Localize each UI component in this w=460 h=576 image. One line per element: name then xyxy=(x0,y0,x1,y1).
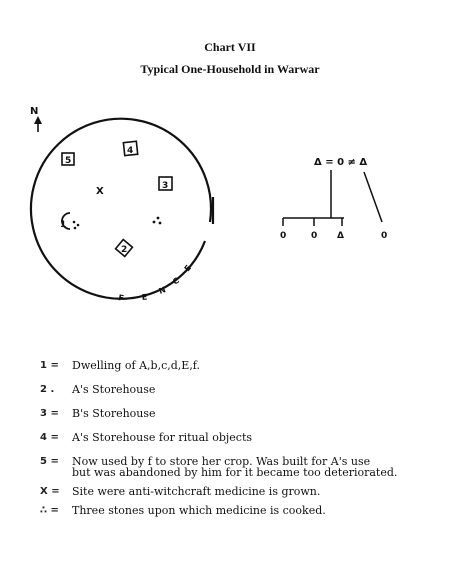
svg-text:1: 1 xyxy=(60,220,67,230)
three-stones-marker xyxy=(153,217,162,225)
svg-text:5: 5 xyxy=(65,156,72,166)
kinship-child-1: 0 xyxy=(280,231,287,241)
svg-text:3: 3 xyxy=(162,181,169,191)
kinship-child-4: 0 xyxy=(381,231,388,241)
fence-label xyxy=(118,263,193,303)
svg-text:E: E xyxy=(141,292,148,302)
north-arrow-icon xyxy=(30,106,42,132)
legend-text: B's Storehouse xyxy=(72,407,156,420)
legend-text: Site were anti-witchcraft medicine is grown. xyxy=(72,485,321,498)
svg-text:4: 4 xyxy=(127,146,134,156)
medicine-site-marker: X xyxy=(96,186,104,197)
legend-text: Dwelling of A,b,c,d,E,f. xyxy=(72,359,200,372)
legend-symbol: X = xyxy=(40,486,60,497)
legend-symbol: 2 . xyxy=(40,384,55,395)
north-label: N xyxy=(30,106,39,117)
legend-text: A's Storehouse for ritual objects xyxy=(72,431,253,444)
legend-symbol: 4 = xyxy=(40,432,59,443)
legend-text: A's Storehouse xyxy=(72,383,156,396)
chart-title: Chart VII xyxy=(204,40,256,54)
building-3-marker xyxy=(159,177,172,191)
legend-symbol: 1 = xyxy=(40,360,59,371)
svg-text:E: E xyxy=(182,263,194,274)
dwelling-1-marker xyxy=(60,213,79,230)
building-2-marker xyxy=(116,240,133,257)
legend-symbol: ∴ = xyxy=(40,505,59,516)
kinship-child-2: 0 xyxy=(311,231,318,241)
compound-fence-circle xyxy=(31,119,211,299)
svg-text:N: N xyxy=(157,285,167,296)
kinship-diagram xyxy=(280,157,387,241)
svg-text:C: C xyxy=(170,275,181,287)
kinship-child-3: Δ xyxy=(337,231,344,241)
legend-text: Three stones upon which medicine is cooked. xyxy=(72,504,326,517)
legend-symbol: 5 = xyxy=(40,456,59,467)
kinship-top-row: Δ = 0 ≠ Δ xyxy=(314,157,368,168)
legend-symbol: 3 = xyxy=(40,408,59,419)
building-4-marker xyxy=(123,141,137,156)
building-5-marker xyxy=(62,153,74,166)
chart-subtitle: Typical One-Household in Warwar xyxy=(140,62,320,76)
legend-text: Now used by f to store her crop. Was built for A's use but was abandoned by him for it became too deteriorated. xyxy=(72,455,398,479)
svg-text:2: 2 xyxy=(121,245,128,255)
svg-text:F: F xyxy=(117,293,125,303)
